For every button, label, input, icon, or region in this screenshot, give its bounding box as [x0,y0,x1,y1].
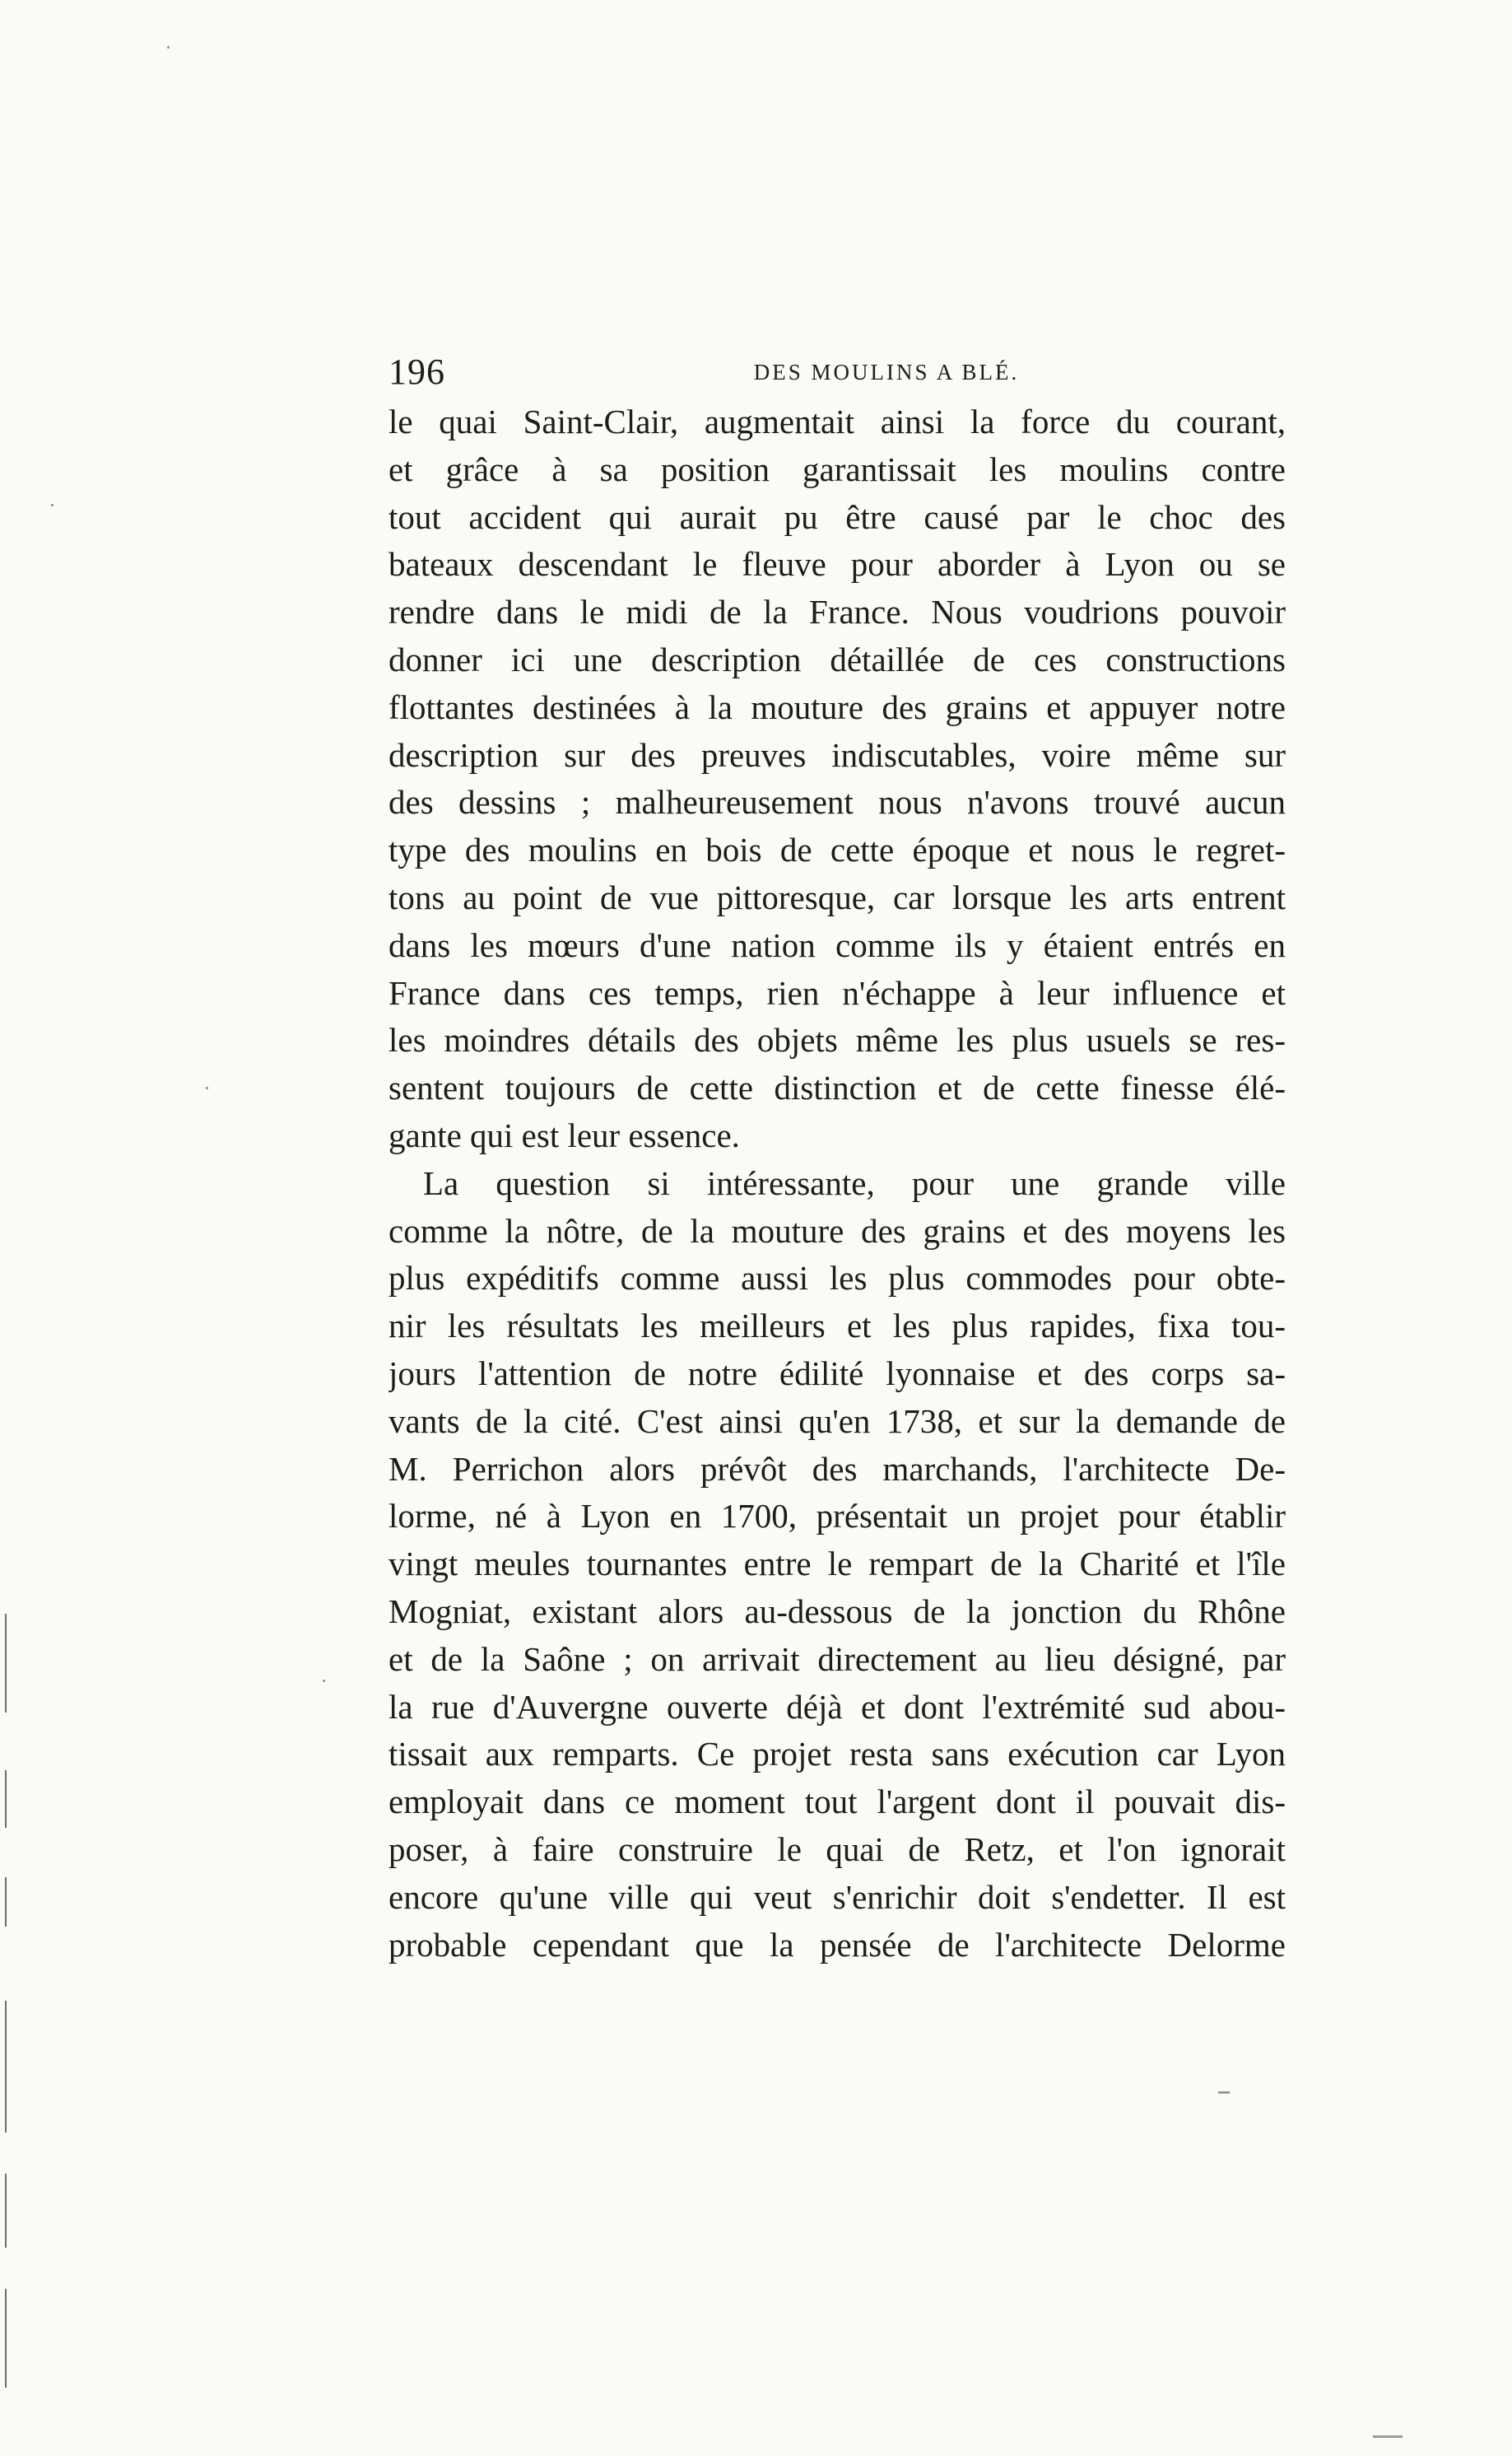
scan-margin-mark [5,2174,7,2248]
text-line: vants de la cité. C'est ainsi qu'en 1738, et sur la demande de [388,1401,1286,1440]
scan-speck [51,504,54,506]
text-line: type des moulins en bois de cette époque et nous le regret- [388,831,1286,869]
text-line: La question si intéressante, pour une grande ville [423,1163,1286,1202]
text-line: employait dans ce moment tout l'argent dont il pouvait dis- [388,1783,1286,1821]
text-line: donner ici une description détaillée de ces constructions [388,640,1286,678]
text-line: tons au point de vue pittoresque, car lorsque les arts entrent [388,878,1286,916]
text-line: le quai Saint-Clair, augmentait ainsi la force du courant, [388,403,1286,440]
page-number: 196 [388,352,445,392]
text-line: dans les mœurs d'une nation comme ils y étaient entrés en [388,925,1286,964]
text-line: nir les résultats les meilleurs et les plus rapides, fixa tou- [388,1307,1286,1345]
text-line: M. Perrichon alors prévôt des marchands, l'architecte De- [388,1449,1286,1488]
running-head: DES MOULINS A BLÉ. [753,360,1020,384]
text-line: jours l'attention de notre édilité lyonnaise et des corps sa- [388,1354,1286,1392]
paragraph-1 [388,398,1286,1160]
scan-margin-mark [5,1614,7,1713]
text-line: description sur des preuves indiscutables, voire même sur [388,735,1286,774]
text-line: comme la nôtre, de la mouture des grains et des moyens les [388,1211,1286,1250]
text-line: tout accident qui aurait pu être causé par le choc des [388,497,1286,536]
text-line: gante qui est leur essence. [388,1116,740,1154]
text-line: Mogniat, existant alors au-dessous de la jonction du Rhône [388,1592,1286,1630]
text-line: probable cependant que la pensée de l'architecte Delorme [388,1925,1286,1964]
text-line: flottantes destinées à la mouture des grains et appuyer notre [388,687,1286,726]
text-line: rendre dans le midi de la France. Nous voudrions pouvoir [388,593,1286,631]
text-line: tissait aux remparts. Ce projet resta sans exécution car Lyon [388,1735,1286,1773]
text-line: poser, à faire construire le quai de Retz, et l'on ignorait [388,1829,1286,1868]
text-line: la rue d'Auvergne ouverte déjà et dont l'extrémité sud abou- [388,1687,1286,1726]
text-line: sentent toujours de cette distinction et de cette finesse élé- [388,1069,1286,1107]
text-line: France dans ces temps, rien n'échappe à leur influence et [388,973,1286,1012]
text-line: et grâce à sa position garantissait les moulins contre [388,450,1286,488]
scan-margin-mark [5,1877,7,1927]
scan-margin-mark [5,2001,7,2132]
page-header [388,347,1286,397]
text-line: plus expéditifs comme aussi les plus commodes pour obte- [388,1259,1286,1298]
text-line: des dessins ; malheureusement nous n'avons trouvé aucun [388,783,1286,822]
scan-speck [323,1680,325,1682]
scan-speck [1218,2091,1230,2094]
text-line: encore qu'une ville qui veut s'enrichir doit s'endetter. Il est [388,1877,1286,1916]
paragraph-2 [388,1160,1286,1969]
text-line: et de la Saône ; on arrivait directement au lieu désigné, par [388,1639,1286,1678]
scan-speck [1373,2435,1403,2438]
text-line: lorme, né à Lyon en 1700, présentait un projet pour établir [388,1497,1286,1536]
scan-speck [167,46,170,49]
scan-margin-mark [5,2289,7,2388]
scan-margin-mark [5,1770,7,1828]
text-line: vingt meules tournantes entre le rempart de la Charité et l'île [388,1545,1286,1583]
text-line: les moindres détails des objets même les plus usuels se res- [388,1021,1286,1060]
scan-speck [206,1087,208,1089]
body-text [388,398,1286,1969]
text-line: bateaux descendant le fleuve pour aborder à Lyon ou se [388,545,1286,584]
